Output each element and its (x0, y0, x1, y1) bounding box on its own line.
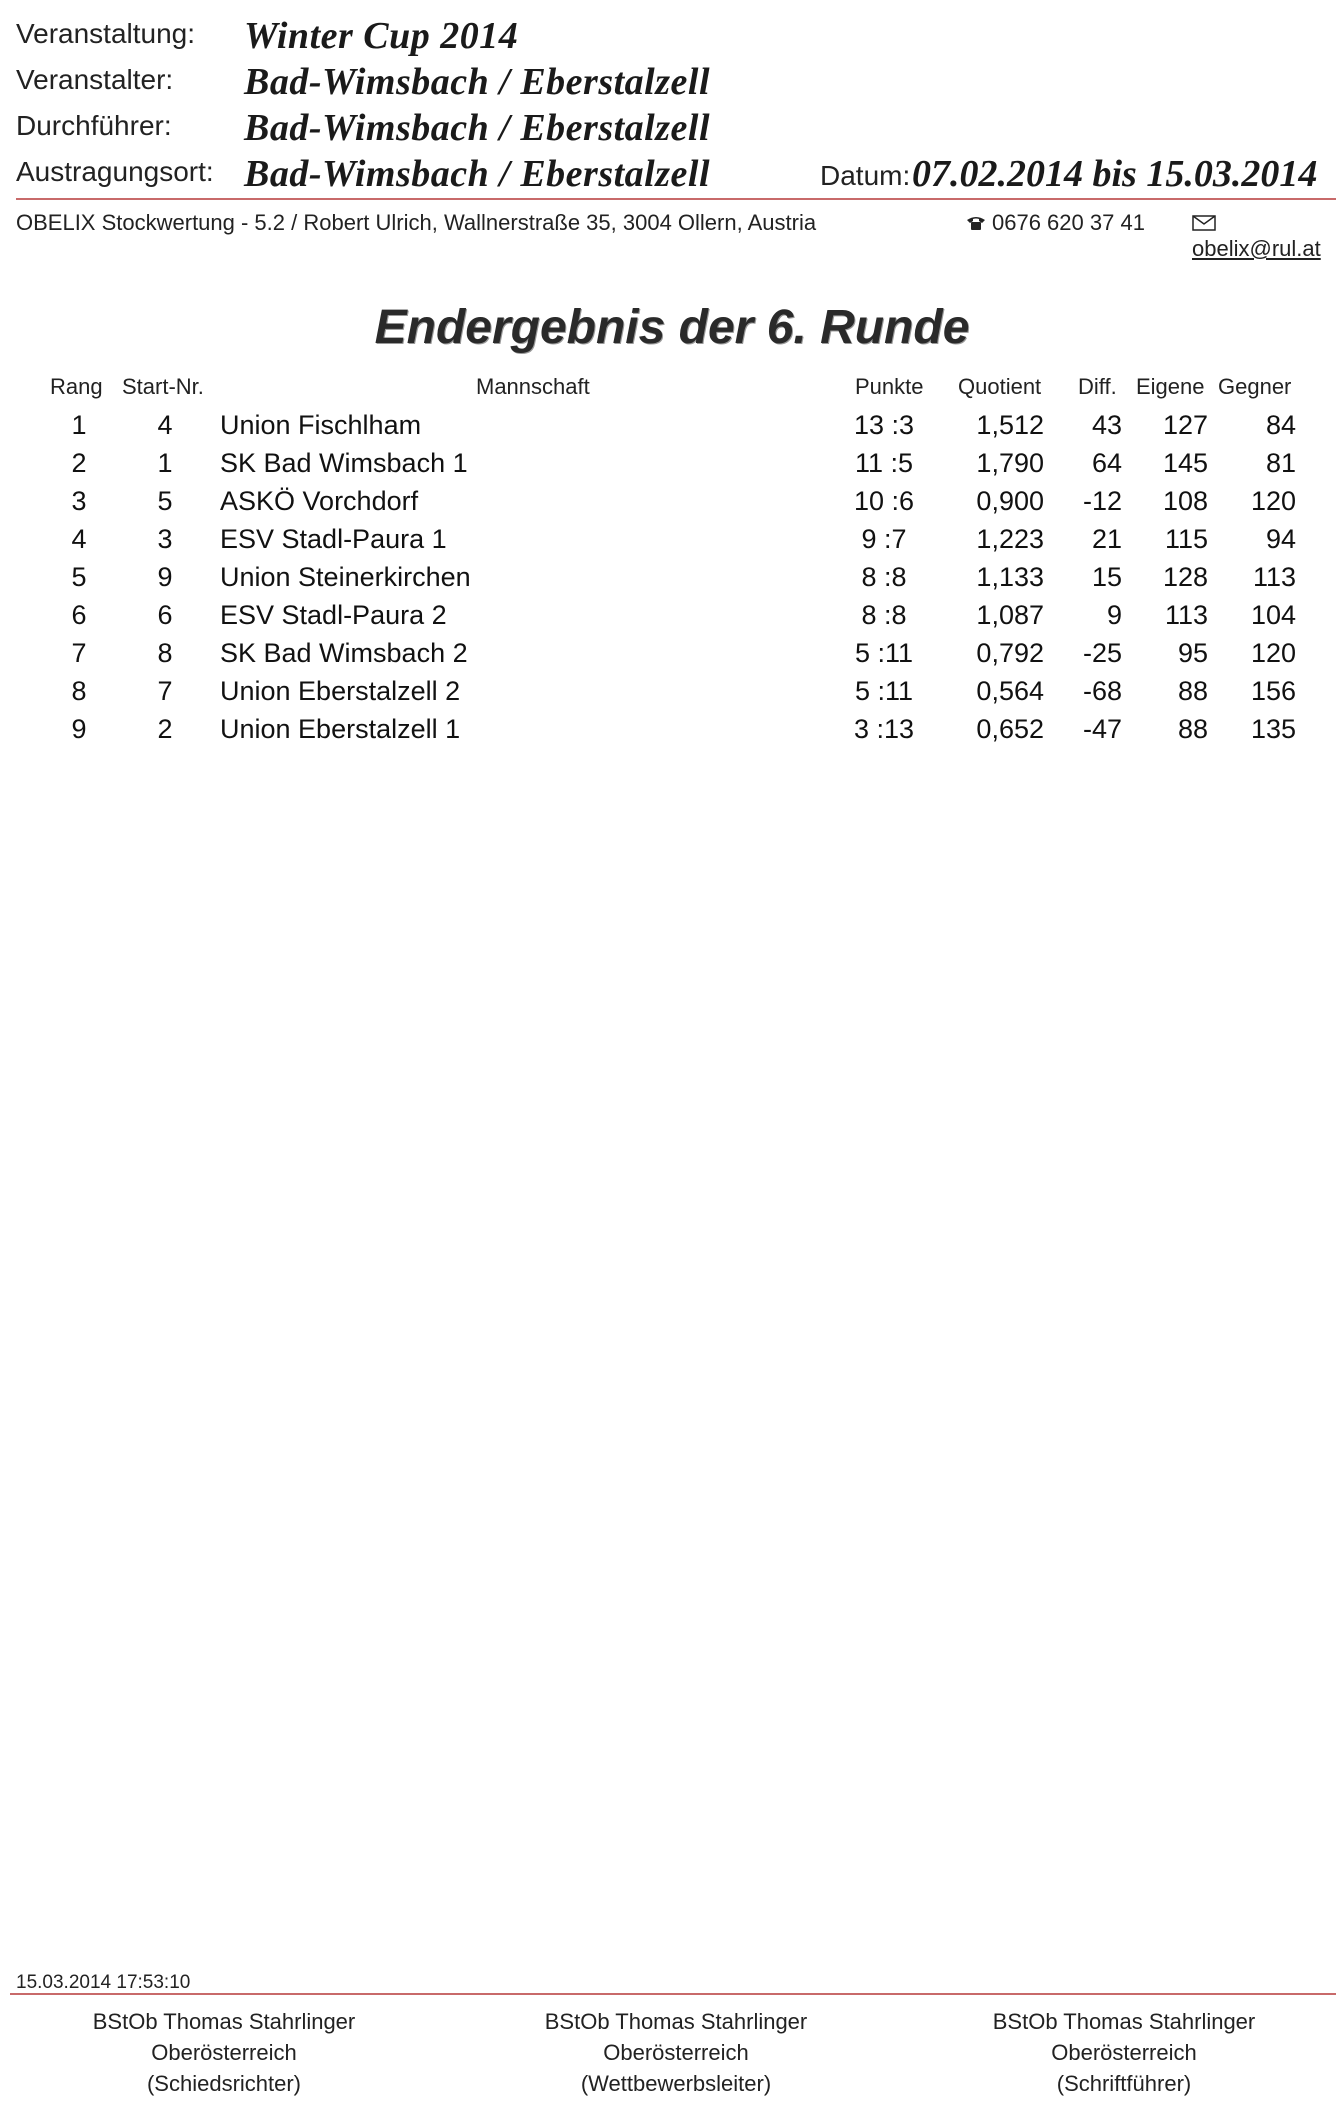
signature-role: (Wettbewerbsleiter) (580, 2071, 772, 2096)
table-row (0, 676, 1344, 714)
signature-region: Oberösterreich (151, 2040, 297, 2065)
header-value: Winter Cup 2014 (244, 15, 519, 57)
signature-schiedsrichter (34, 2006, 414, 2099)
col-header-quotient: Quotient (958, 374, 1042, 399)
cell-diff: 15 (1091, 562, 1122, 592)
cell-eigene: 88 (1177, 714, 1208, 744)
cell-team: ESV Stadl-Paura 1 (220, 524, 447, 554)
cell-quotient: 1,790 (976, 448, 1044, 478)
cell-punkte: 11 :5 (854, 448, 914, 478)
cell-eigene: 115 (1164, 524, 1208, 554)
cell-punkte: 8 :8 (861, 562, 907, 592)
col-header-gegner: Gegner (1218, 374, 1292, 399)
cell-team: SK Bad Wimsbach 2 (220, 638, 468, 668)
cell-team: Union Fischlham (220, 410, 422, 440)
cell-punkte: 10 :6 (853, 486, 915, 516)
cell-quotient: 0,792 (976, 638, 1044, 668)
cell-diff: -25 (1082, 638, 1122, 668)
table-row (0, 486, 1344, 524)
cell-quotient: 0,652 (976, 714, 1044, 744)
cell-gegner: 104 (1250, 600, 1296, 630)
signature-schriftfuehrer (934, 2006, 1314, 2099)
cell-start: 8 (157, 638, 173, 668)
header-value: Bad-Wimsbach / Eberstalzell (244, 153, 711, 195)
cell-gegner: 81 (1265, 448, 1296, 478)
cell-team: Union Eberstalzell 2 (220, 676, 461, 706)
col-header-punkte: Punkte (855, 374, 924, 399)
cell-diff: -12 (1082, 486, 1122, 516)
table-row (0, 562, 1344, 600)
cell-punkte: 3 :13 (853, 714, 915, 744)
table-row (0, 714, 1344, 752)
cell-start: 3 (157, 524, 173, 554)
cell-rang: 9 (71, 714, 87, 744)
cell-diff: 43 (1091, 410, 1122, 440)
cell-punkte: 5 :11 (854, 676, 914, 706)
header-value: Bad-Wimsbach / Eberstalzell (244, 61, 711, 103)
header-divider (16, 198, 1336, 200)
cell-quotient: 0,900 (976, 486, 1044, 516)
cell-rang: 5 (71, 562, 87, 592)
cell-quotient: 1,087 (976, 600, 1044, 630)
cell-start: 9 (157, 562, 173, 592)
mail-icon (1192, 215, 1216, 231)
cell-diff: -47 (1082, 714, 1122, 744)
cell-start: 5 (157, 486, 173, 516)
cell-gegner: 84 (1265, 410, 1296, 440)
cell-rang: 6 (71, 600, 87, 630)
header-row-veranstalter (16, 61, 1336, 112)
phone-icon (966, 215, 986, 231)
cell-team: Union Eberstalzell 1 (220, 714, 461, 744)
cell-rang: 8 (71, 676, 87, 706)
cell-start: 6 (157, 600, 173, 630)
datum-value: 07.02.2014 bis 15.03.2014 (912, 153, 1318, 195)
cell-punkte: 13 :3 (853, 410, 915, 440)
header-label: Veranstalter: (16, 64, 174, 95)
header-row-austragungsort (16, 153, 1336, 204)
cell-quotient: 0,564 (976, 676, 1044, 706)
cell-rang: 3 (71, 486, 87, 516)
table-row (0, 638, 1344, 676)
cell-start: 2 (157, 714, 173, 744)
cell-gegner: 113 (1252, 562, 1296, 592)
table-row (0, 524, 1344, 562)
cell-eigene: 95 (1177, 638, 1208, 668)
col-header-team: Mannschaft (476, 374, 590, 399)
header-label: Durchführer: (16, 110, 172, 141)
footer-divider (10, 1993, 1336, 1995)
email-link[interactable] (1192, 210, 1336, 262)
cell-team: Union Steinerkirchen (220, 562, 471, 592)
cell-gegner: 120 (1250, 638, 1296, 668)
cell-rang: 2 (71, 448, 87, 478)
cell-start: 1 (157, 448, 173, 478)
signature-wettbewerbsleiter (486, 2006, 866, 2099)
signature-region: Oberösterreich (1051, 2040, 1197, 2065)
cell-team: ASKÖ Vorchdorf (220, 486, 419, 516)
cell-diff: 64 (1091, 448, 1122, 478)
cell-punkte: 8 :8 (861, 600, 907, 630)
header-label: Austragungsort: (16, 156, 214, 187)
phone-number: 0676 620 37 41 (992, 210, 1145, 235)
header-value: Bad-Wimsbach / Eberstalzell (244, 107, 711, 149)
header-row-durchfuehrer (16, 107, 1336, 158)
cell-rang: 1 (71, 410, 87, 440)
signature-name: BStOb Thomas Stahrlinger (992, 2009, 1256, 2034)
results-table (0, 410, 1344, 752)
col-header-eigene: Eigene (1136, 374, 1205, 399)
print-timestamp: 15.03.2014 17:53:10 (16, 1972, 191, 1993)
cell-start: 4 (157, 410, 173, 440)
cell-rang: 4 (71, 524, 87, 554)
software-info: OBELIX Stockwertung - 5.2 / Robert Ulrich, Wallnerstraße 35, 3004 Ollern, Austria (16, 210, 817, 235)
cell-eigene: 108 (1162, 486, 1208, 516)
signature-role: (Schriftführer) (1056, 2071, 1192, 2096)
cell-diff: -68 (1082, 676, 1122, 706)
cell-eigene: 128 (1162, 562, 1208, 592)
cell-gegner: 94 (1265, 524, 1296, 554)
table-row (0, 448, 1344, 486)
cell-team: SK Bad Wimsbach 1 (220, 448, 468, 478)
cell-eigene: 127 (1162, 410, 1208, 440)
cell-punkte: 9 :7 (861, 524, 907, 554)
signature-name: BStOb Thomas Stahrlinger (92, 2009, 356, 2034)
cell-eigene: 113 (1164, 600, 1208, 630)
table-row (0, 410, 1344, 448)
cell-diff: 21 (1091, 524, 1122, 554)
cell-eigene: 88 (1177, 676, 1208, 706)
cell-diff: 9 (1106, 600, 1122, 630)
signature-region: Oberösterreich (603, 2040, 749, 2065)
cell-punkte: 5 :11 (854, 638, 914, 668)
header-label: Veranstaltung: (16, 18, 196, 49)
cell-quotient: 1,512 (976, 410, 1044, 440)
cell-eigene: 145 (1162, 448, 1208, 478)
cell-gegner: 120 (1250, 486, 1296, 516)
cell-start: 7 (157, 676, 173, 706)
signature-role: (Schiedsrichter) (146, 2071, 302, 2096)
cell-rang: 7 (71, 638, 87, 668)
cell-gegner: 156 (1250, 676, 1296, 706)
page-title: Endergebnis der 6. Runde (374, 301, 970, 354)
col-header-rang: Rang (50, 374, 103, 399)
email-address: obelix@rul.at (1192, 236, 1321, 261)
table-row (0, 600, 1344, 638)
phone (966, 210, 1145, 236)
col-header-start: Start-Nr. (122, 374, 204, 399)
cell-gegner: 135 (1250, 714, 1296, 744)
header-row-veranstaltung (16, 15, 1336, 66)
col-header-diff: Diff. (1078, 374, 1117, 399)
cell-team: ESV Stadl-Paura 2 (220, 600, 447, 630)
cell-quotient: 1,223 (976, 524, 1044, 554)
signature-name: BStOb Thomas Stahrlinger (544, 2009, 808, 2034)
datum-label: Datum: (820, 160, 911, 191)
cell-quotient: 1,133 (976, 562, 1044, 592)
